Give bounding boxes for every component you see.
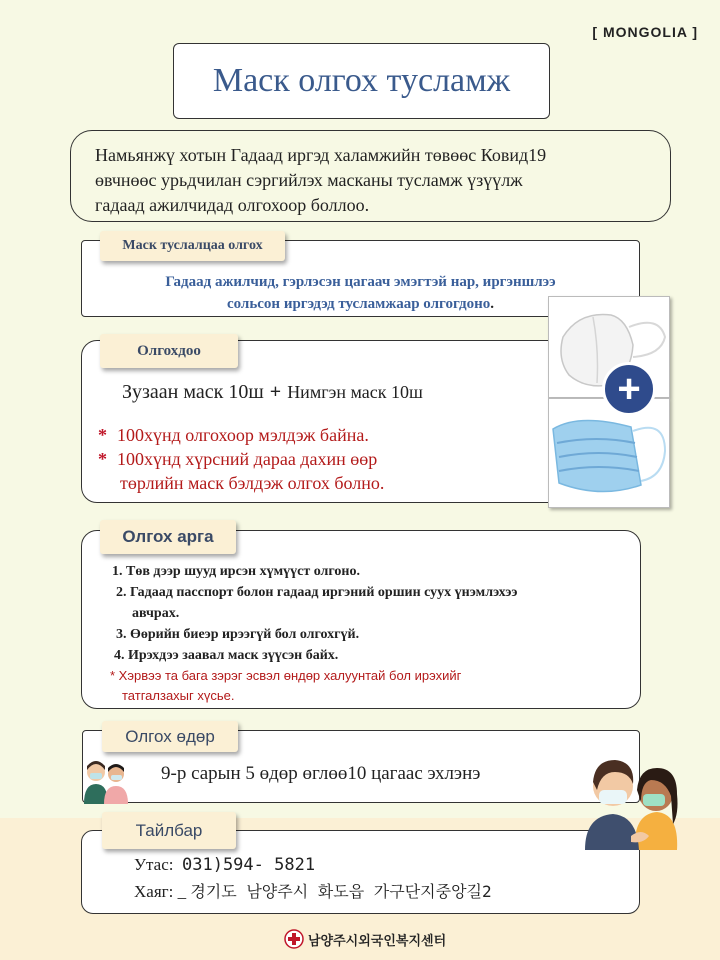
fever-note — [110, 666, 461, 706]
plus-sign: + — [269, 381, 282, 403]
thin-mask-item: Нимгэн маск 10ш — [287, 382, 423, 402]
intro-line: гадаад ажилчидад олгохоор боллоо. — [95, 195, 370, 215]
intro-line: өвчнөөс урьдчилан сэргийлэх масканы тусламж үзүүлж — [95, 170, 523, 190]
date-text: 9-р сарын 5 өдөр өглөө10 цагаас эхлэнэ — [161, 763, 481, 784]
note-line — [98, 447, 377, 471]
address-text: 경기도 남양주시 화도읍 가구단지중앙길2 — [190, 882, 492, 901]
star-icon: * — [98, 449, 107, 469]
footer — [284, 928, 446, 950]
list-item: 2. Гадаад пасспорт болон гадаад иргэний оршин суух үнэмлэхээ — [116, 585, 518, 600]
phone-label: Утас: — [134, 855, 174, 874]
fever-note-line: * Хэрвээ та бага зэрэг эсвэл өндөр халуунтай бол ирэхийг — [110, 668, 462, 683]
intro-line: Намьянжү хотын Гадаад иргэд халамжийн төвөөс Ковид19 — [95, 145, 547, 165]
page-title: Маск олгох тусламж — [212, 62, 511, 99]
plus-icon: + — [602, 362, 656, 416]
tab-method: Олгох арга — [100, 520, 236, 554]
mask-items — [122, 381, 423, 404]
list-item: 1. Төв дээр шууд ирсэн хүмүүст олгоно. — [112, 564, 360, 579]
list-item: авчрах. — [132, 606, 180, 621]
note-line — [98, 423, 369, 447]
intro-box — [70, 130, 671, 222]
fever-note-line: татгалзахыг хүсье. — [122, 688, 235, 703]
eligibility-line: Гадаад ажилчид, гэрлэсэн цагаач эмэгтэй нар, иргэншлээ — [165, 274, 556, 290]
note-text: 100хүнд олгохоор мэлдэж байна. — [117, 425, 369, 445]
footer-org-name: 남양주시외국인복지센터 — [308, 933, 447, 949]
method-box — [81, 530, 641, 709]
title-box — [173, 43, 550, 119]
list-item: 4. Ирэхдээ заавал маск зүүсэн байх. — [114, 648, 339, 663]
eligibility-period: . — [490, 296, 495, 312]
people-masks-illustration — [82, 758, 130, 804]
thick-mask-item: Зузаан маск 10ш — [122, 381, 264, 403]
couple-masks-illustration — [585, 754, 680, 850]
tab-distribution: Олгохдоо — [100, 334, 238, 368]
list-item: 3. Өөрийн биеэр ирээгүй бол олгохгүй. — [116, 627, 360, 642]
center-logo-icon — [284, 928, 304, 950]
surgical-mask-photo — [548, 398, 670, 508]
method-list — [112, 561, 517, 666]
tab-info: Тайлбар — [102, 812, 236, 849]
note-line: төрлийн маск бэлдэж олгох болно. — [120, 473, 385, 493]
phone-line — [134, 855, 315, 875]
note-text: 100хүнд хүрсний дараа дахин өөр — [117, 449, 378, 469]
country-label: [ MONGOLIA ] — [592, 24, 698, 40]
address-line — [134, 879, 492, 902]
address-label: Хаяг: _ — [134, 882, 187, 901]
tab-eligibility: Маск туслалцаа олгох — [100, 231, 285, 261]
phone-number: 031)594- 5821 — [182, 855, 316, 875]
tab-date: Олгох өдөр — [102, 721, 238, 752]
surgical-mask-icon — [549, 399, 668, 506]
eligibility-line-2: сольсон иргэдэд тусламжаар олгогдоно — [226, 296, 491, 312]
star-icon: * — [98, 425, 107, 445]
